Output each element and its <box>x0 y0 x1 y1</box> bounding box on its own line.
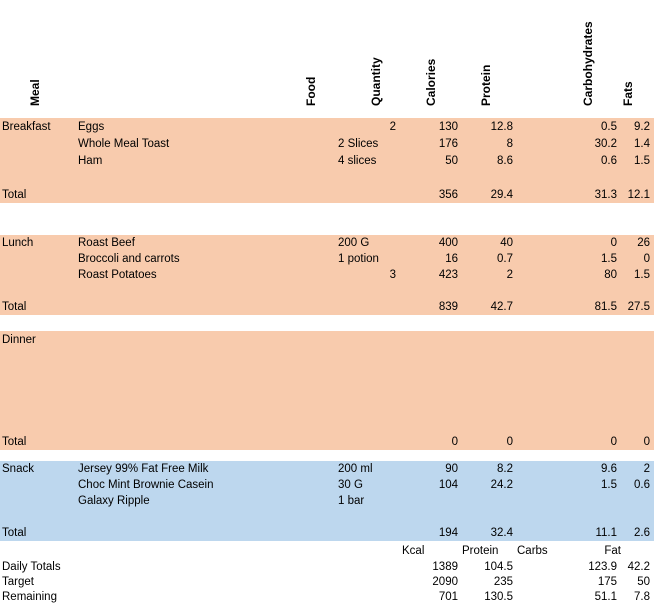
empty-cell[interactable] <box>336 416 400 433</box>
food-cell[interactable] <box>76 299 336 315</box>
protein-value-cell[interactable]: 104.5 <box>484 560 513 573</box>
fat-total-cell[interactable]: 12.1 <box>627 188 650 201</box>
empty-cell[interactable] <box>621 348 654 365</box>
meal-name-cell[interactable]: Lunch <box>2 237 34 249</box>
empty-cell[interactable] <box>517 416 621 433</box>
empty-cell[interactable] <box>621 416 654 433</box>
fat-cell[interactable]: 1.5 <box>634 269 650 281</box>
food-cell[interactable]: Jersey 99% Fat Free Milk <box>78 463 209 475</box>
calories-cell[interactable]: 176 <box>438 137 458 150</box>
meal-name-cell[interactable] <box>0 543 76 559</box>
empty-cell[interactable] <box>400 399 462 416</box>
empty-cell[interactable] <box>76 365 336 382</box>
protein-cell[interactable]: 40 <box>500 237 513 249</box>
carbs-value-cell[interactable]: 175 <box>597 575 617 588</box>
sheet-body <box>0 118 654 604</box>
empty-cell[interactable] <box>336 365 400 382</box>
empty-cell[interactable] <box>621 382 654 399</box>
total-label-cell[interactable]: Total <box>2 301 27 313</box>
carbs-value-cell[interactable]: 123.9 <box>588 560 617 573</box>
carbs-cell[interactable] <box>517 493 621 509</box>
calories-cell[interactable] <box>400 331 462 348</box>
quantity-cell[interactable]: 2 Slices <box>338 137 379 150</box>
empty-cell[interactable] <box>400 509 462 525</box>
carbs-label[interactable]: Carbs <box>517 545 548 557</box>
quantity-cell[interactable] <box>336 525 400 541</box>
carbs-cell[interactable]: 1.5 <box>601 479 617 491</box>
column-header-protein-cell[interactable]: Protein <box>479 64 493 106</box>
calories-total-cell[interactable]: 356 <box>438 188 458 201</box>
empty-cell[interactable] <box>462 399 517 416</box>
fat-cell[interactable] <box>621 331 654 348</box>
summary-label-cell[interactable]: Remaining <box>2 590 57 603</box>
fat-cell[interactable]: 9.2 <box>634 120 650 133</box>
calories-cell[interactable] <box>400 493 462 509</box>
protein-cell[interactable]: 0.7 <box>497 253 513 265</box>
food-cell[interactable] <box>76 331 336 348</box>
food-cell[interactable]: Ham <box>78 154 103 167</box>
section-total-row <box>0 299 654 315</box>
quantity-cell[interactable] <box>336 559 400 574</box>
meal-name-cell[interactable] <box>0 251 76 267</box>
meal-name-cell[interactable] <box>0 493 76 509</box>
empty-cell[interactable] <box>462 283 517 299</box>
empty-cell[interactable] <box>336 509 400 525</box>
food-cell[interactable] <box>76 525 336 541</box>
section-gap <box>0 315 654 331</box>
food-cell[interactable]: Eggs <box>78 120 105 133</box>
quantity-cell[interactable] <box>336 574 400 589</box>
meal-item-row <box>0 331 654 348</box>
empty-cell[interactable] <box>336 399 400 416</box>
meal-name-cell[interactable] <box>0 267 76 283</box>
kcal-label-cell[interactable]: Kcal <box>402 545 425 557</box>
carbs-total-cell[interactable]: 81.5 <box>594 301 617 313</box>
meal-name-cell[interactable]: Dinner <box>2 333 36 346</box>
section-gap <box>0 203 654 235</box>
food-cell[interactable]: Broccoli and carrots <box>78 253 180 265</box>
protein-cell[interactable]: 24.2 <box>490 479 513 491</box>
empty-cell[interactable] <box>400 365 462 382</box>
carbs-total-cell[interactable]: 11.1 <box>595 527 617 539</box>
fat-cell[interactable]: 1.4 <box>634 137 650 150</box>
quantity-cell[interactable]: 2 <box>389 120 396 133</box>
empty-row <box>0 365 654 382</box>
fat-value-cell[interactable]: 7.8 <box>634 590 650 603</box>
protein-total-cell[interactable]: 0 <box>506 435 513 448</box>
column-header-carbohydrates-cell[interactable]: Carbohydrates <box>581 21 595 106</box>
quantity-cell[interactable] <box>336 186 400 203</box>
empty-cell[interactable] <box>462 509 517 525</box>
quantity-cell[interactable] <box>336 589 400 604</box>
meal-name-cell[interactable]: Snack <box>2 463 34 475</box>
section-total-row <box>0 186 654 203</box>
empty-cell[interactable] <box>400 169 462 186</box>
empty-row <box>0 416 654 433</box>
protein-cell[interactable]: 8 <box>506 137 513 150</box>
carbs-total-cell[interactable]: 0 <box>610 435 617 448</box>
empty-cell[interactable] <box>400 283 462 299</box>
calories-cell[interactable]: 104 <box>438 479 458 491</box>
empty-cell[interactable] <box>400 382 462 399</box>
total-label-cell[interactable]: Total <box>2 435 27 448</box>
empty-cell[interactable] <box>76 399 336 416</box>
empty-cell[interactable] <box>462 348 517 365</box>
empty-cell[interactable] <box>336 169 400 186</box>
meal-item-row <box>0 493 654 509</box>
meal-item-row <box>0 461 654 477</box>
quantity-cell[interactable] <box>336 433 400 450</box>
meal-item-row <box>0 118 654 135</box>
calories-cell[interactable]: 423 <box>438 269 458 281</box>
total-label-cell[interactable]: Total <box>2 527 27 539</box>
column-header-quantity-cell[interactable]: Quantity <box>369 57 383 106</box>
fat-cell[interactable]: 1.5 <box>634 154 650 167</box>
meal-name-cell[interactable] <box>0 477 76 493</box>
column-header-food-cell[interactable]: Food <box>304 76 318 106</box>
calories-cell[interactable]: 16 <box>445 253 458 265</box>
protein-cell[interactable] <box>462 493 517 509</box>
meal-name-cell[interactable] <box>0 152 76 169</box>
section-total-row <box>0 525 654 541</box>
empty-row <box>0 509 654 525</box>
calories-total-cell[interactable]: 194 <box>438 527 458 539</box>
section-total-row <box>0 433 654 450</box>
calories-total-cell[interactable]: 839 <box>438 301 458 313</box>
meal-name-cell[interactable]: Breakfast <box>2 120 51 133</box>
summary-label-cell[interactable]: Daily Totals <box>2 560 61 573</box>
empty-cell[interactable] <box>517 365 621 382</box>
empty-cell[interactable] <box>621 399 654 416</box>
fat-total-cell[interactable]: 27.5 <box>627 301 650 313</box>
summary-row <box>0 589 654 604</box>
empty-cell[interactable] <box>462 382 517 399</box>
empty-cell[interactable] <box>462 416 517 433</box>
carbs-cell[interactable] <box>517 331 621 348</box>
empty-cell[interactable] <box>76 509 336 525</box>
empty-cell[interactable] <box>462 169 517 186</box>
carbs-cell[interactable]: 0.5 <box>601 120 617 133</box>
empty-cell[interactable] <box>336 382 400 399</box>
column-header-calories-cell[interactable]: Calories <box>424 58 438 106</box>
protein-total-cell[interactable]: 32.4 <box>490 527 513 539</box>
fat-cell[interactable]: 2 <box>643 463 650 475</box>
food-cell[interactable]: Roast Beef <box>78 237 135 249</box>
empty-row <box>0 382 654 399</box>
protein-value-cell[interactable]: 130.5 <box>484 590 513 603</box>
quantity-cell[interactable]: 200 G <box>338 237 370 249</box>
empty-cell[interactable] <box>0 399 76 416</box>
empty-cell[interactable] <box>0 283 76 299</box>
empty-cell[interactable] <box>76 283 336 299</box>
quantity-cell[interactable] <box>336 331 400 348</box>
calories-cell[interactable]: 90 <box>445 463 458 475</box>
summary-label-cell[interactable]: Target <box>2 575 34 588</box>
empty-cell[interactable] <box>517 348 621 365</box>
empty-cell[interactable] <box>517 399 621 416</box>
meal-item-row <box>0 152 654 169</box>
quantity-cell[interactable]: 4 slices <box>338 154 377 167</box>
empty-cell[interactable] <box>0 169 76 186</box>
food-cell[interactable] <box>76 433 336 450</box>
quantity-cell[interactable]: 3 <box>389 269 396 281</box>
summary-header-row <box>0 543 654 559</box>
summary-row <box>0 559 654 574</box>
protein-total-cell[interactable]: 29.4 <box>490 188 513 201</box>
empty-cell[interactable] <box>336 348 400 365</box>
summary-row <box>0 574 654 589</box>
section-gap <box>0 450 654 461</box>
fat-value-cell[interactable]: 42.2 <box>627 560 650 573</box>
empty-row <box>0 169 654 186</box>
quantity-cell[interactable] <box>336 543 400 559</box>
protein-value-cell[interactable]: 235 <box>493 575 513 588</box>
quantity-cell[interactable]: 200 ml <box>338 463 373 475</box>
carbs-value-cell[interactable]: 51.1 <box>594 590 617 603</box>
empty-row <box>0 399 654 416</box>
fat-cell[interactable]: 0 <box>643 253 650 265</box>
protein-label-cell[interactable]: Protein <box>462 545 499 557</box>
carbs-cell[interactable]: 0.6 <box>601 154 617 167</box>
empty-cell[interactable] <box>621 365 654 382</box>
empty-cell[interactable] <box>400 348 462 365</box>
empty-cell[interactable] <box>0 416 76 433</box>
meal-item-row <box>0 135 654 152</box>
total-label-cell[interactable]: Total <box>2 188 27 201</box>
fat-cell[interactable]: 26 <box>637 237 650 249</box>
food-cell[interactable] <box>76 543 336 559</box>
column-header-fats-cell[interactable]: Fats <box>621 81 635 106</box>
empty-cell[interactable] <box>621 509 654 525</box>
carbs-cell[interactable]: 9.6 <box>601 463 617 475</box>
quantity-cell[interactable]: 1 bar <box>338 495 365 507</box>
calories-cell[interactable]: 50 <box>445 154 458 167</box>
empty-cell[interactable] <box>0 365 76 382</box>
empty-cell[interactable] <box>0 348 76 365</box>
empty-cell[interactable] <box>462 365 517 382</box>
fat-label[interactable]: Fat <box>604 545 621 557</box>
empty-row <box>0 283 654 299</box>
fats-column-cell[interactable] <box>621 543 654 559</box>
kcal-value-cell[interactable]: 701 <box>438 590 458 603</box>
carbs-cell[interactable]: 30.2 <box>594 137 617 150</box>
empty-cell[interactable] <box>621 283 654 299</box>
protein-cell[interactable]: 2 <box>506 269 513 281</box>
empty-cell[interactable] <box>76 416 336 433</box>
empty-cell[interactable] <box>400 416 462 433</box>
carbs-fat-label-cell[interactable] <box>517 543 621 559</box>
kcal-value-cell[interactable]: 2090 <box>432 575 458 588</box>
empty-cell[interactable] <box>76 169 336 186</box>
calories-total-cell[interactable]: 0 <box>451 435 458 448</box>
kcal-value-cell[interactable]: 1389 <box>432 560 458 573</box>
food-cell[interactable] <box>76 186 336 203</box>
carbs-cell[interactable]: 80 <box>604 269 617 281</box>
quantity-cell[interactable]: 1 potion <box>338 253 379 265</box>
fat-total-cell[interactable]: 2.6 <box>634 527 650 539</box>
food-cell[interactable]: Choc Mint Brownie Casein <box>78 479 214 491</box>
empty-cell[interactable] <box>336 283 400 299</box>
empty-cell[interactable] <box>0 509 76 525</box>
fat-value-cell[interactable]: 50 <box>637 575 650 588</box>
quantity-cell[interactable]: 30 G <box>338 479 363 491</box>
empty-cell[interactable] <box>517 509 621 525</box>
carbs-total-cell[interactable]: 31.3 <box>594 188 617 201</box>
empty-cell[interactable] <box>621 169 654 186</box>
empty-cell[interactable] <box>517 382 621 399</box>
empty-cell[interactable] <box>0 382 76 399</box>
carbs-cell[interactable]: 0 <box>610 237 617 249</box>
fat-cell[interactable]: 0.6 <box>634 479 650 491</box>
meal-name-cell[interactable] <box>0 135 76 152</box>
meal-item-row <box>0 251 654 267</box>
food-cell[interactable]: Whole Meal Toast <box>78 137 170 150</box>
quantity-cell[interactable] <box>336 299 400 315</box>
meal-item-row <box>0 267 654 283</box>
column-headers <box>0 0 654 118</box>
empty-row <box>0 348 654 365</box>
protein-cell[interactable]: 8.2 <box>497 463 513 475</box>
empty-cell[interactable] <box>76 348 336 365</box>
protein-cell[interactable]: 8.6 <box>497 154 513 167</box>
empty-cell[interactable] <box>517 283 621 299</box>
protein-cell[interactable]: 12.8 <box>490 120 513 133</box>
empty-cell[interactable] <box>517 169 621 186</box>
column-header-meal-cell[interactable]: Meal <box>28 79 42 106</box>
protein-cell[interactable] <box>462 331 517 348</box>
carbs-cell[interactable]: 1.5 <box>601 253 617 265</box>
fat-cell[interactable] <box>621 493 654 509</box>
empty-cell[interactable] <box>76 382 336 399</box>
food-cell[interactable]: Galaxy Ripple <box>78 495 150 507</box>
fat-total-cell[interactable]: 0 <box>643 435 650 448</box>
meal-item-row <box>0 477 654 493</box>
food-cell[interactable]: Roast Potatoes <box>78 269 157 281</box>
calories-cell[interactable]: 400 <box>438 237 458 249</box>
protein-total-cell[interactable]: 42.7 <box>490 301 513 313</box>
calories-cell[interactable]: 130 <box>438 120 458 133</box>
meal-item-row <box>0 235 654 251</box>
